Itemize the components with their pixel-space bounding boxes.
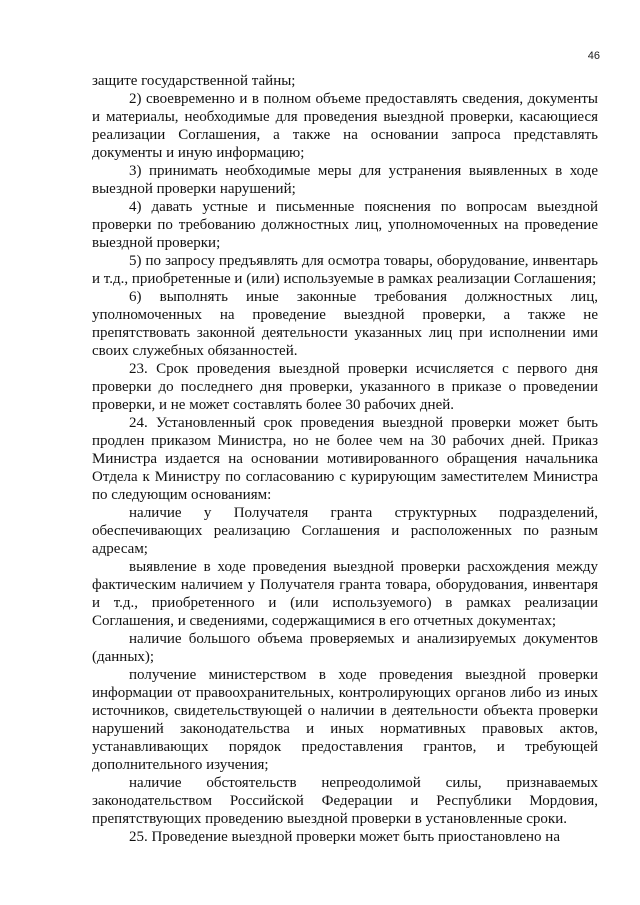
- paragraph-item-6: 6) выполнять иные законные требования должностных лиц, уполномоченных на проведение выездной проверки, а также не препятствовать законной деятельности указанных лиц при исполнении ими своих служебных обязанностей.: [92, 289, 598, 359]
- paragraph-continuation: защите государственной тайны;: [92, 73, 296, 89]
- document-body: [92, 72, 598, 846]
- paragraph-clause-25: 25. Проведение выездной проверки может быть приостановлено на: [129, 829, 560, 845]
- paragraph-item-4: 4) давать устные и письменные пояснения по вопросам выездной проверки по требованию должностных лиц, уполномоченных на проведение выездной проверки;: [92, 199, 598, 251]
- paragraph-ground-5: наличие обстоятельств непреодолимой силы, признаваемых законодательством Российской Федерации и Республики Мордовия, препятствующих проведению выездной проверки в установленные сроки.: [92, 775, 598, 827]
- paragraph-clause-23: 23. Срок проведения выездной проверки исчисляется с первого дня проверки до последнего дня проверки, указанного в приказе о проведении проверки, и не может составлять более 30 рабочих дней.: [92, 361, 598, 413]
- paragraph-ground-1: наличие у Получателя гранта структурных подразделений, обеспечивающих реализацию Соглашения и расположенных по разным адресам;: [92, 505, 598, 557]
- paragraph-ground-2: выявление в ходе проведения выездной проверки расхождения между фактическим наличием у Получателя гранта товара, оборудования, инвентаря и т.д., приобретенного и (или используемого) в рамках реализации Соглашения, и сведениями, содержащимися в его отчетных документах;: [92, 559, 598, 629]
- paragraph-ground-4: получение министерством в ходе проведения выездной проверки информации от правоохранительных, контролирующих органов либо из иных источников, свидетельствующей о наличии в деятельности объекта проверки нарушений законодательства и иных нормативных правовых актов, устанавливающих порядок предоставления грантов, и требующей дополнительного изучения;: [92, 667, 598, 773]
- page-number: 46: [587, 50, 600, 62]
- paragraph-item-3: 3) принимать необходимые меры для устранения выявленных в ходе выездной проверки нарушений;: [92, 163, 598, 197]
- paragraph-ground-3: наличие большого объема проверяемых и анализируемых документов (данных);: [92, 631, 598, 665]
- paragraph-item-5: 5) по запросу предъявлять для осмотра товары, оборудование, инвентарь и т.д., приобретенные и (или) используемые в рамках реализации Соглашения;: [92, 253, 598, 287]
- paragraph-item-2: 2) своевременно и в полном объеме предоставлять сведения, документы и материалы, необходимые для проведения выездной проверки, касающиеся реализации Соглашения, а также на основании запроса представлять документы и иную информацию;: [92, 91, 598, 161]
- paragraph-clause-24: 24. Установленный срок проведения выездной проверки может быть продлен приказом Министра, но не более чем на 30 рабочих дней. Приказ Министра издается на основании мотивированного обращения начальника Отдела к Министру по согласованию с курирующим заместителем Министра по следующим основаниям:: [92, 415, 598, 503]
